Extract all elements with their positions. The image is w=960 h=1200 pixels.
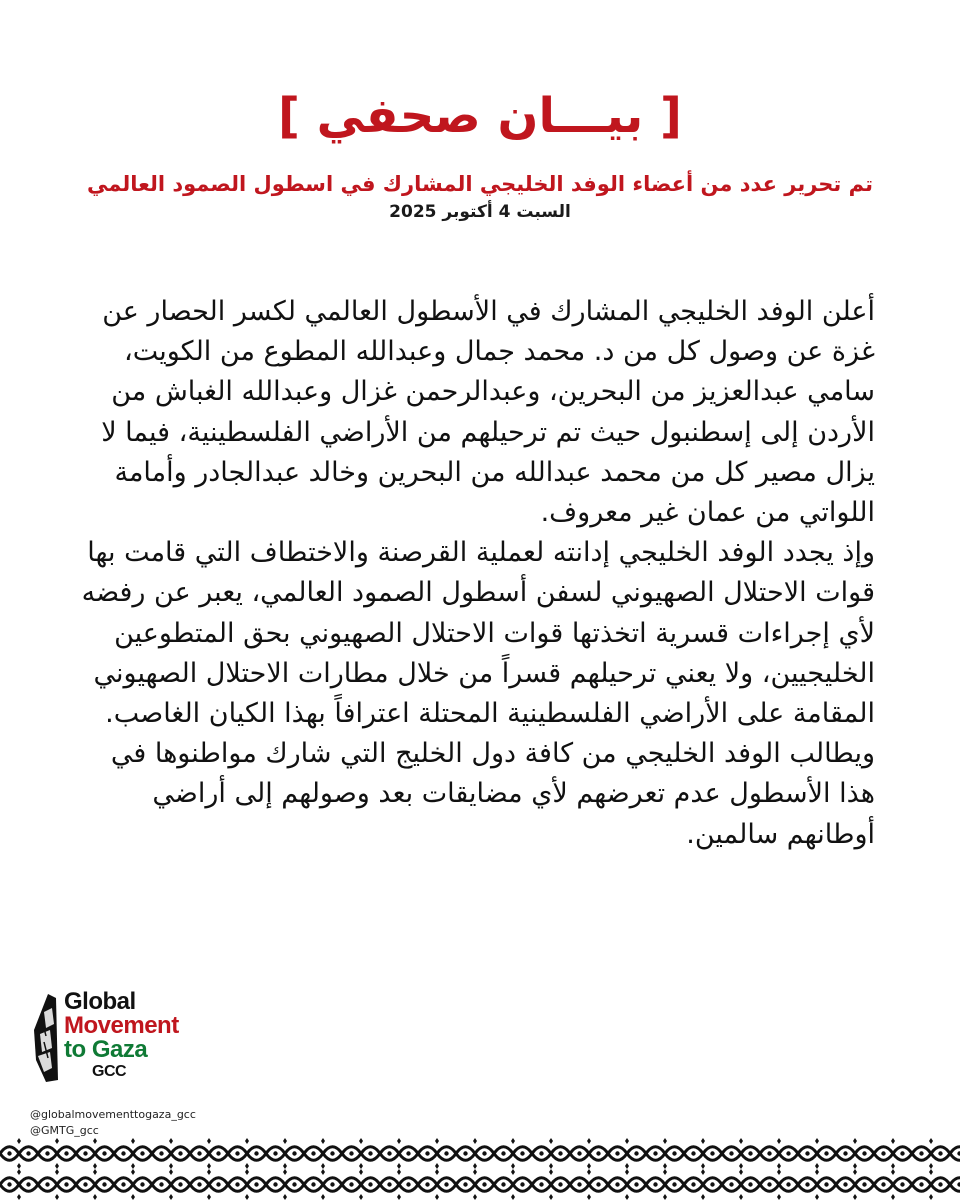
logo-line-movement: Movement [64,1012,179,1039]
keffiyeh-sail-icon [30,990,62,1086]
keffiyeh-pattern-border [0,1138,960,1200]
logo-line-global: Global [64,988,136,1015]
instagram-handle: @globalmovementtogaza_gcc [30,1108,196,1121]
paragraph-1: أعلن الوفد الخليجي المشارك في الأسطول العالمي لكسر الحصار عن غزة عن وصول كل من د. محمد جمال وعبدالله المطوع من الكويت، سامي عبدالعزيز من البحرين، وعبدالرحمن غزال وعبدالله الغباش من الأردن إلى إسطنبول حيث تم ترحيلهم من الأراضي الفلسطينية، فيما لا يزال مصير كل من محمد عبدالله من البحرين وخالد عبدالجادر وأمامة اللواتي من عمان غير معروف. [101,296,875,529]
social-handles [30,1107,196,1139]
statement-body [80,292,875,855]
twitter-handle: @GMTG_gcc [30,1124,99,1137]
logo-line-to-gaza: to Gaza [64,1036,148,1063]
paragraph-3: ويطالب الوفد الخليجي من كافة دول الخليج التي شارك مواطنوها في هذا الأسطول عدم تعرضهم لأي مضايقات بعد وصولهم إلى أراضي أوطانهم سالمين. [110,738,875,850]
page-subtitle: تم تحرير عدد من أعضاء الوفد الخليجي المشارك في اسطول الصمود العالمي [87,172,873,196]
page-title: [ بيـــان صحفي ] [278,88,682,144]
statement-date: السبت 4 أكتوبر 2025 [389,202,571,222]
logo-wordmark [64,990,179,1082]
organization-logo [30,990,230,1086]
paragraph-2: وإذ يجدد الوفد الخليجي إدانته لعملية القرصنة والاختطاف التي قامت بها قوات الاحتلال الصهيوني لسفن أسطول الصمود العالمي، يعبر عن رفضه لأي إجراءات قسرية اتخذتها قوات الاحتلال الصهيوني بحق المتطوعين الخليجيين، ولا يعني ترحيلهم قسراً من خلال مطارات الاحتلال الصهيوني المقامة على الأراضي الفلسطينية المحتلة اعترافاً بهذا الكيان الغاصب. [81,537,875,730]
logo-line-gcc: GCC [92,1063,127,1080]
